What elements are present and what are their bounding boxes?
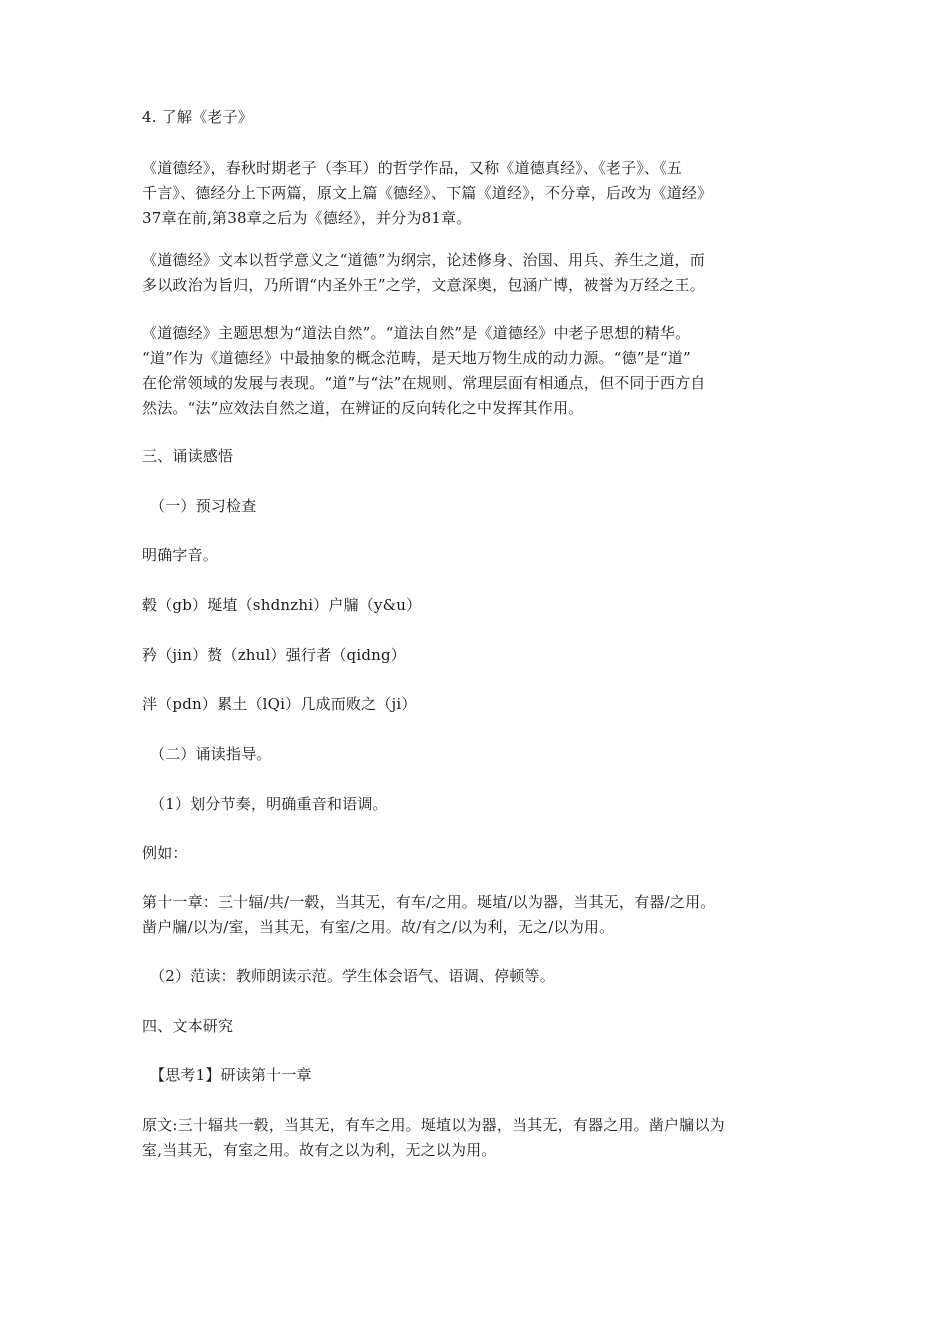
- example-line: 凿户牖/以为/室，当其无，有室/之用。故/有之/以为利，无之/以为用。: [142, 918, 615, 936]
- step-model-reading: （2）范读：教师朗读示范。学生体会语气、语调、停顿等。: [150, 967, 555, 985]
- heading-text-study: 四、文本研究: [142, 1017, 234, 1035]
- paragraph-line: 千言》、德经分上下两篇，原文上篇《德经》、下篇《道经》，不分章，后改为《道经》: [142, 184, 713, 202]
- paragraph-line: 然法。“法”应效法自然之道，在辨证的反向转化之中发挥其作用。: [142, 399, 584, 417]
- pronunciation-intro: 明确字音。: [142, 546, 219, 564]
- subheading-reading-guide: （二）诵读指导。: [150, 745, 272, 763]
- pronunciation-line: 泮（pdn）累土（lQi）几成而败之（ji）: [142, 695, 417, 713]
- heading-reading: 三、诵读感悟: [142, 447, 234, 465]
- paragraph-line: 《道德经》主题思想为“道法自然”。“道法自然”是《道德经》中老子思想的精华。: [142, 324, 691, 342]
- pronunciation-line: 矜（jin）赘（zhul）强行者（qidng）: [142, 646, 406, 664]
- paragraph-line: 《道德经》文本以哲学意义之“道德”为纲宗，论述修身、治国、用兵、养生之道，而: [142, 251, 705, 269]
- original-line: 原文:三十辐共一毂，当其无，有车之用。埏埴以为器，当其无，有器之用。凿户牖以为: [142, 1116, 725, 1134]
- paragraph-line: 在伦常领域的发展与表现。“道”与“法”在规则、常理层面有相通点，但不同于西方自: [142, 374, 706, 392]
- pronunciation-line: 毂（gb）埏埴（shdnzhi）户牖（y&u）: [142, 596, 422, 614]
- paragraph-line: 《道德经》，春秋时期老子（李耳）的哲学作品，又称《道德真经》、《老子》、《五: [142, 159, 683, 177]
- think-heading: 【思考1】研读第十一章: [150, 1066, 312, 1084]
- subheading-preview-check: （一）预习检查: [150, 497, 257, 515]
- example-line: 第十一章：三十辐/共/一毂，当其无，有车/之用。埏埴/以为器，当其无，有器/之用。: [142, 893, 716, 911]
- original-line: 室,当其无，有室之用。故有之以为利，无之以为用。: [142, 1141, 497, 1159]
- paragraph-line: 多以政治为旨归，乃所谓“内圣外王”之学，文意深奥，包涵广博，被誉为万经之王。: [142, 276, 705, 294]
- paragraph-line: 37章在前,第38章之后为《德经》，并分为81章。: [142, 209, 472, 227]
- example-label: 例如：: [142, 844, 188, 862]
- step-rhythm: （1）划分节奏，明确重音和语调。: [150, 795, 388, 813]
- section-heading: 4. 了解《老子》: [142, 108, 253, 126]
- paragraph-line: “道”作为《道德经》中最抽象的概念范畴，是天地万物生成的动力源。“德”是“道”: [142, 349, 691, 367]
